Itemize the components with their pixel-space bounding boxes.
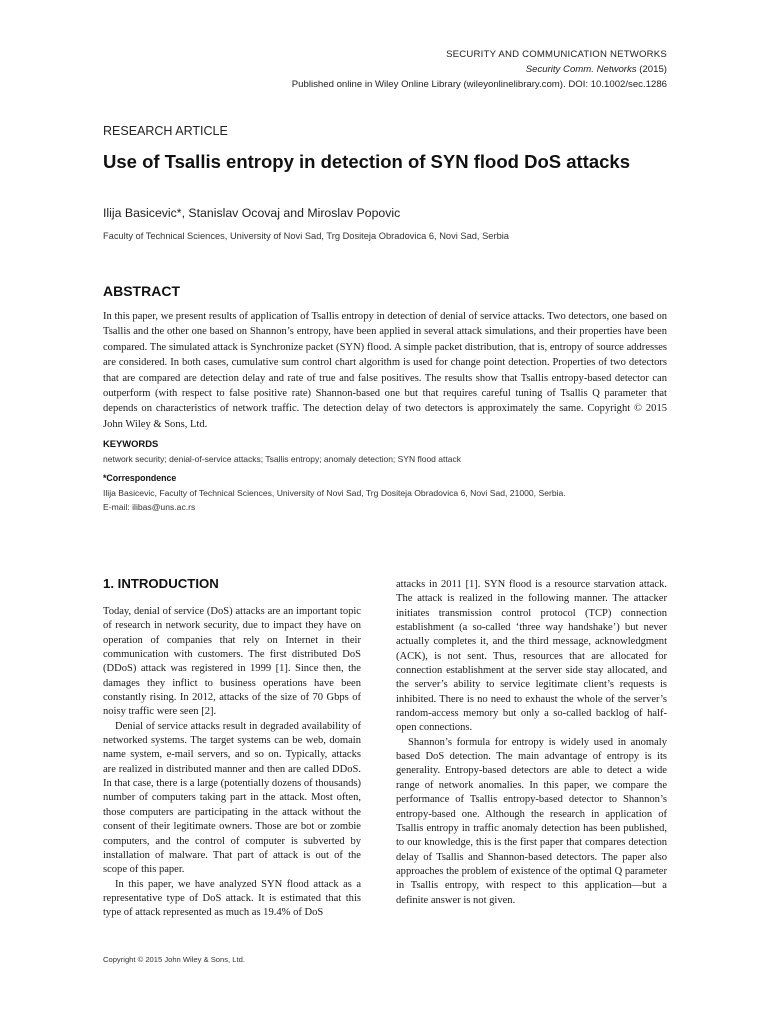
abstract-heading: ABSTRACT — [103, 283, 180, 299]
paragraph: Denial of service attacks result in degraded availability of networked systems. The target systems can be web, domain name system, e-mail servers, and so on. Typically, attacks are realized in distributed manner and then are called DDoS. In that case, there is a large (potentially dozens of thousands) number of computers taking part in the attack. Most often, those computers are participating in the attack without the consent of their legitimate owners. Those are bot or zombie computers, and the control of computer is subverted by installation of malware. That part of attack is out of the scope of this paper. — [103, 720, 361, 876]
left-column — [103, 605, 361, 921]
publication-info: Published online in Wiley Online Library (wileyonlinelibrary.com). DOI: 10.1002/sec.1286 — [291, 79, 667, 90]
paragraph: In this paper, we have analyzed SYN flood attack as a representative type of DoS attack. It is estimated that this type of attack represented as much as 19.4% of DoS — [103, 878, 361, 919]
paper-title: Use of Tsallis entropy in detection of SYN flood DoS attacks — [103, 151, 630, 172]
article-type: RESEARCH ARTICLE — [103, 124, 228, 138]
citation-journal: Security Comm. Networks — [525, 64, 637, 75]
author-list: Ilija Basicevic*, Stanislav Ocovaj and Miroslav Popovic — [103, 206, 401, 220]
journal-name: SECURITY AND COMMUNICATION NETWORKS — [446, 49, 667, 60]
correspondence-heading: *Correspondence — [103, 473, 177, 483]
citation — [187, 62, 667, 77]
copyright-footer: Copyright © 2015 John Wiley & Sons, Ltd. — [103, 955, 245, 964]
abstract-text: In this paper, we present results of application of Tsallis entropy in detection of denial of service attacks. Two detectors, one based on Tsallis and the other one based on Shannon’s entropy, have been applied in several attack simulations, and their properties have been compared. The simulated attack is Synchronize packet (SYN) flood. A simple packet distribution, that is, entropy of source addresses are considered. In both cases, cumulative sum control chart algorithm is used for change point detection. Properties of two detectors that are compared are detection delay and rate of true and false positives. The results show that Tsallis entropy-based detector can outperform (with respect to false positive rate) Shannon-based one but that requires careful tuning of Tsallis Q parameter that depends on characteristics of network traffic. The detection delay of two detectors is approximately the same. Copyright © 2015 John Wiley & Sons, Ltd. — [103, 311, 667, 430]
paragraph: Today, denial of service (DoS) attacks are an important topic of research in network security, due to impact they have on operation of companies that rely on Internet in their communication with customers. The first distributed DoS (DDoS) attack was registered in 1999 [1]. Since then, the damages they inflict to business operations have been constantly rising. In 2012, attacks of the size of 70 Gbps of noisy traffic were seen [2]. — [103, 606, 361, 718]
citation-year: (2015) — [639, 64, 667, 75]
paragraph: Shannon’s formula for entropy is widely used in anomaly based DoS detection. The main advantage of entropy is its generality. Entropy-based detectors are able to detect a wide range of network anomalies. In this paper, we compare the performance of Tsallis entropy-based detector to Shannon’s entropy-based one. Although the research in application of Tsallis entropy in traffic anomaly detection has been published, to our knowledge, this is the first paper that compares detection delay of Tsallis and Shannon-based detectors. The paper also approaches the problem of existence of the optimal Q parameter in Tsallis entropy, with respect to this application—but a definite answer is not given. — [396, 736, 667, 906]
keywords-heading: KEYWORDS — [103, 438, 159, 449]
keywords-text: network security; denial-of-service attacks; Tsallis entropy; anomaly detection; SYN flood attack — [103, 454, 461, 464]
affiliation: Faculty of Technical Sciences, University of Novi Sad, Trg Dositeja Obradovica 6, Novi Sad, Serbia — [103, 231, 509, 241]
section-heading-introduction: 1. INTRODUCTION — [103, 576, 219, 591]
right-column — [396, 578, 667, 908]
correspondence-block — [103, 487, 667, 514]
paragraph: attacks in 2011 [1]. SYN flood is a resource starvation attack. The attack is realized in the following manner. The attacker initiates transmission control protocol (TCP) connection establishment (a so-called ‘three way handshake’) but never actually completes it, and the third message, acknowledgment (ACK), is not sent. Thus, resources that are allocated for connection establishment at the server side stay allocated, and the server’s ability to service legitimate client’s requests is inhibited. There is no need to exhaust the whole of the server’s random-access memory but only a so-called backlog of half-open connections. — [396, 579, 667, 734]
correspondence-address: Ilija Basicevic, Faculty of Technical Sciences, University of Novi Sad, Trg Dositeja Obradovica 6, Novi Sad, 21000, Serbia. — [103, 488, 566, 498]
correspondence-email: E-mail: ilibas@uns.ac.rs — [103, 501, 196, 512]
journal-header — [187, 47, 667, 92]
